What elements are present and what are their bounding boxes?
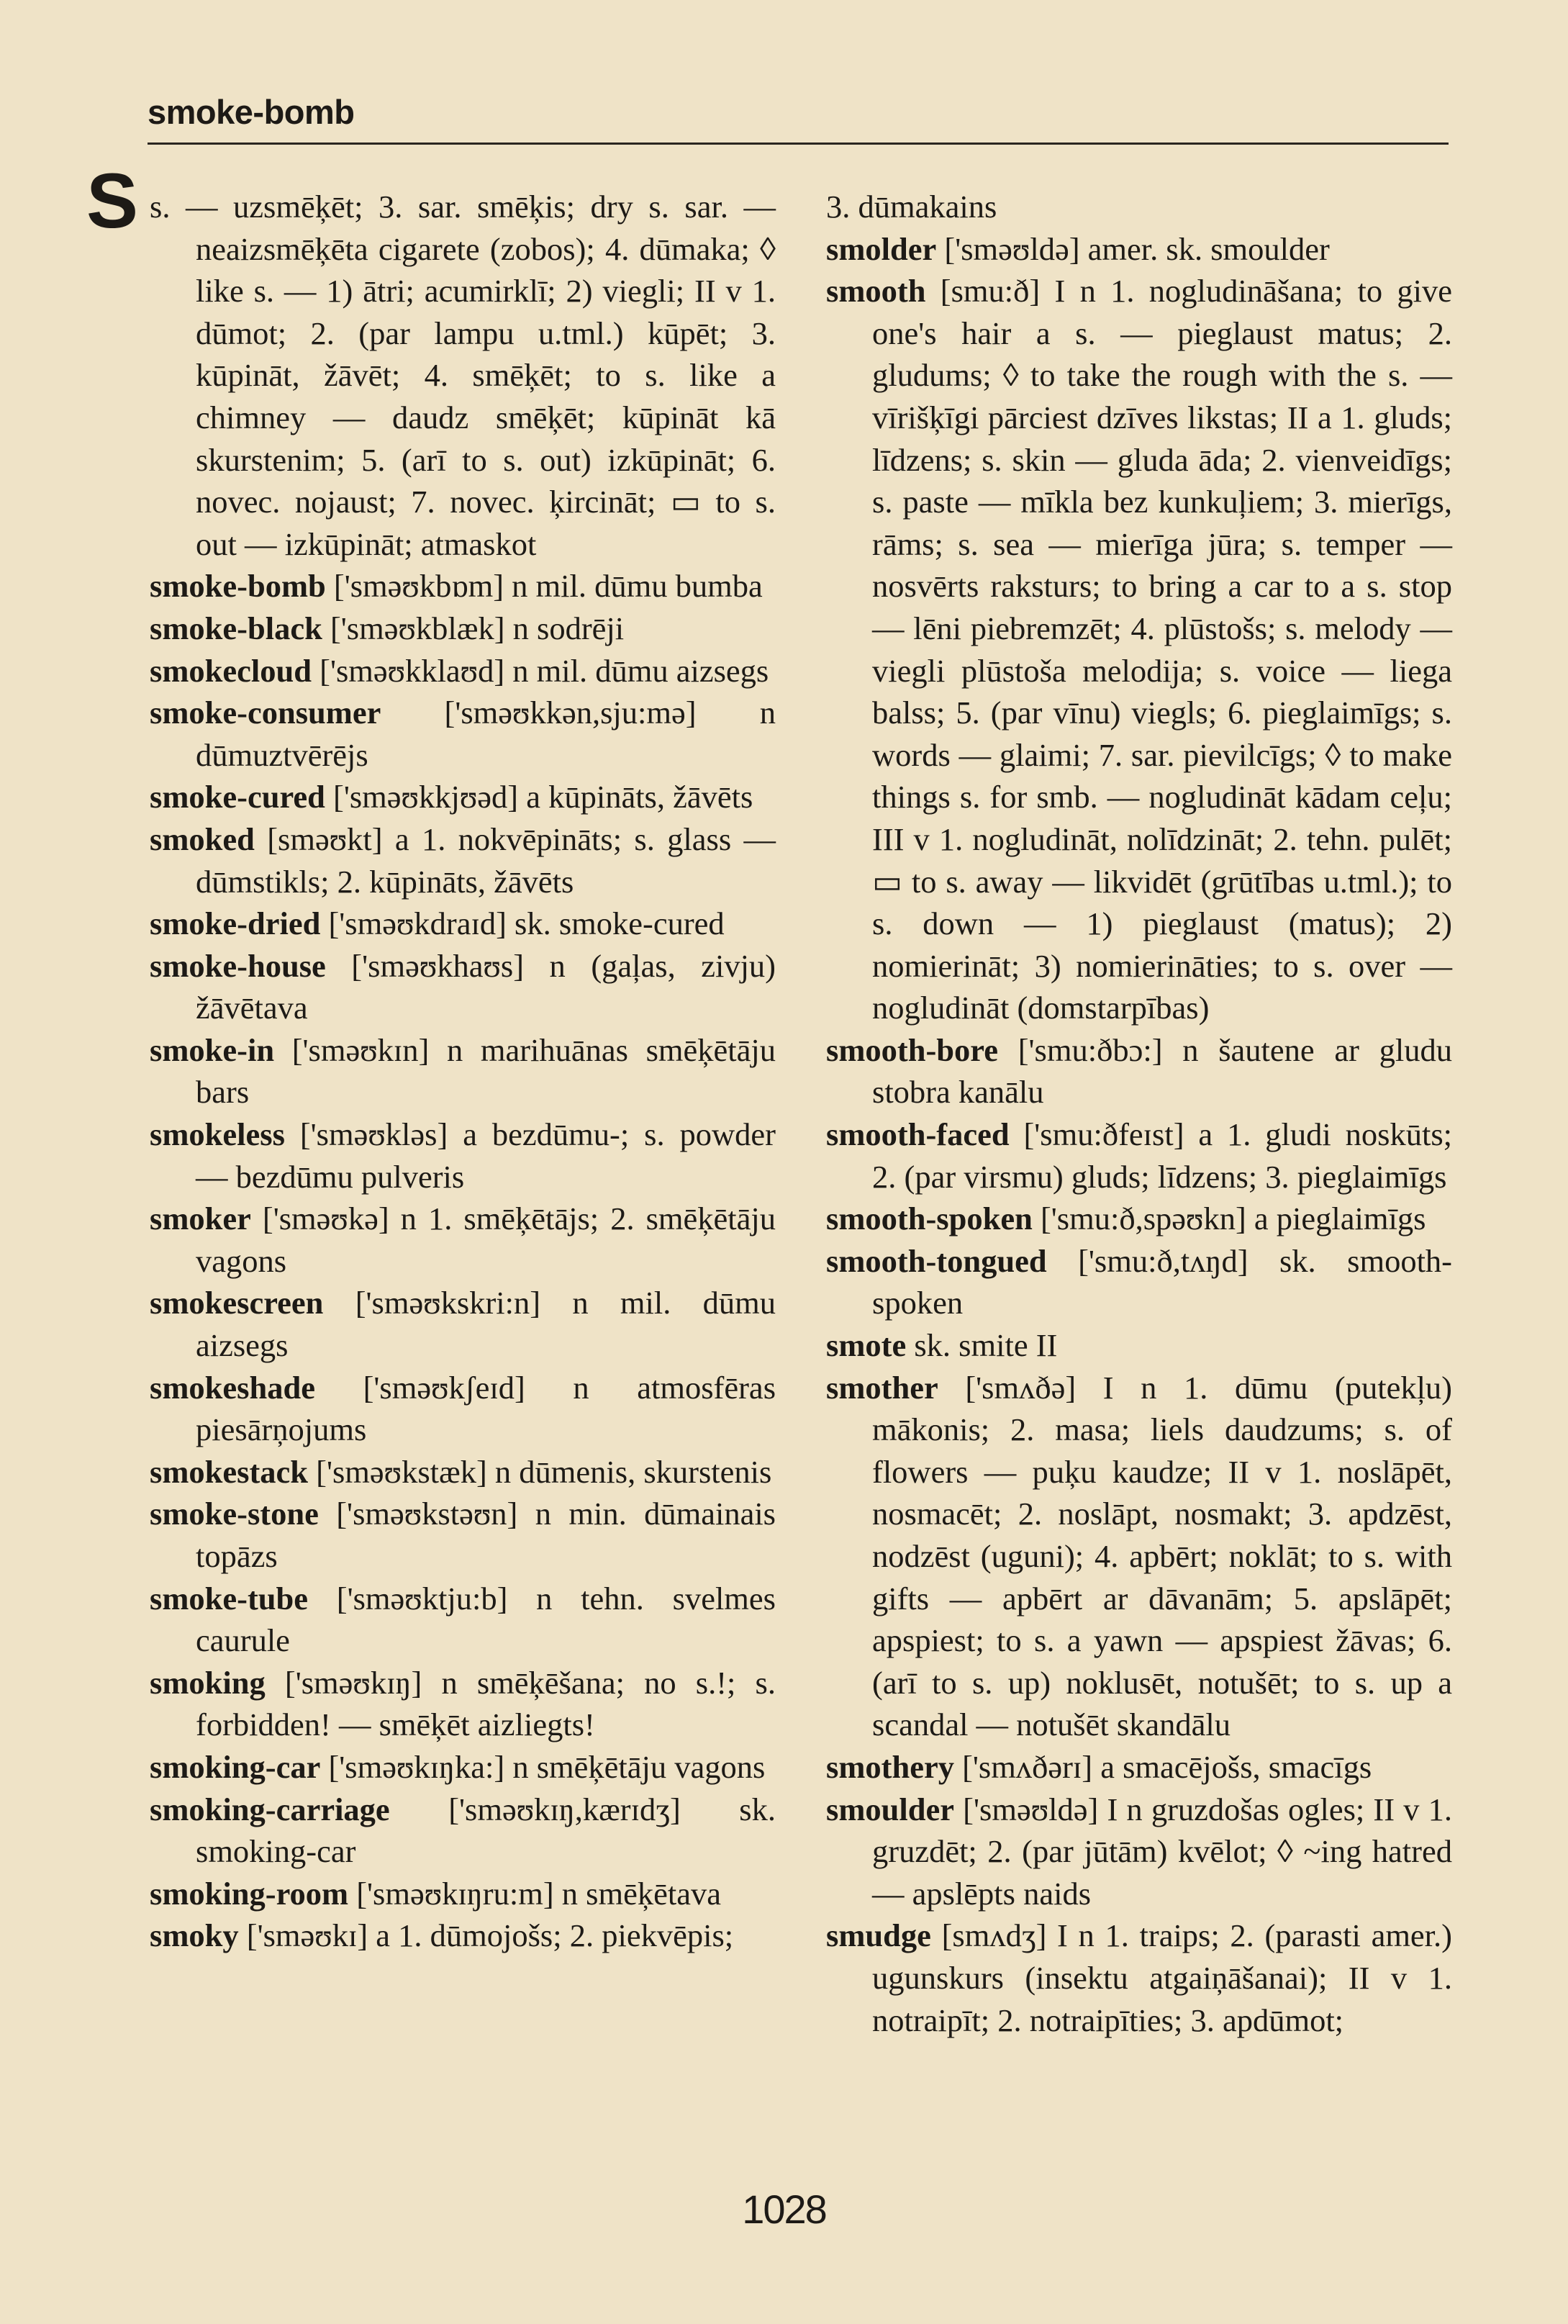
entry-definition: ['smʌðə] I n 1. dūmu (putekļu) mākonis; 2. masa; liels daudzums; s. of flowers — puķu kaudze; II v 1. noslāpēt, nosmacēt; 2. noslāpt, nosmakt; 3. apdzēst, nodzēst (uguni); 4. apbērt; noklāt; to s. with gifts — apbērt ar dāvanām; 5. apslāpēt; apspiest; to s. a yawn — apspiest žāvas; 6. (arī to s. up) noklusēt, notušēt; to s. up a scandal — notušēt skandālu <box>872 1369 1453 1743</box>
entry-headword: smoking-room <box>150 1875 349 1912</box>
entry-headword: smooth <box>826 273 926 309</box>
dictionary-entry <box>826 1746 1452 1789</box>
entry-headword: smokeless <box>150 1116 285 1153</box>
entry-headword: smoke-in <box>150 1031 275 1068</box>
entry-definition: ['sməʊkə] n 1. smēķētājs; 2. smēķētāju vagons <box>196 1201 776 1279</box>
entry-headword: smokestack <box>150 1453 309 1490</box>
entry-definition: [sməʊkt] a 1. nokvēpināts; s. glass — dūmstikls; 2. kūpināts, žāvēts <box>196 820 776 900</box>
dictionary-entry <box>150 186 776 565</box>
entry-headword: smoulder <box>826 1791 954 1827</box>
entry-definition: ['sməʊkstæk] n dūmenis, skurstenis <box>316 1453 772 1490</box>
entry-definition: [smʌdʒ] I n 1. traips; 2. (parasti amer.) ugunskurs (insektu atgaiņāšanai); II v 1. notraipīt; 2. notraipīties; 3. apdūmot; <box>872 1917 1452 2038</box>
entry-definition: ['sməʊkɪn] n marihuānas smēķētāju bars <box>196 1031 776 1111</box>
entry-definition: ['sməʊkbɒm] n mil. dūmu bumba <box>333 568 763 605</box>
entry-definition: ['sməʊldə] amer. sk. smoulder <box>944 230 1330 267</box>
dictionary-entry <box>150 1746 776 1789</box>
entry-definition: [smu:ð] I n 1. nogludināšana; to give one's hair a s. — pieglaust matus; 2. gludums; ◊ to take the rough with the s. — vīrišķīgi pārciest dzīves likstas; II a 1. gluds; līdzens; s. skin — gluda āda; 2. vienveidīgs; s. paste — mīkla bez kunkuļiem; 3. mierīgs, rāms; s. sea — mierīga jūra; s. temper — nosvērts raksturs; to bring a car to a s. stop — lēni piebremzēt; 4. plūstošs; s. melody — viegli plūstoša melodija; s. voice — liega balss; 5. (par vīnu) viegls; 6. pieglaimīgs; s. words — glaimi; 7. sar. pievilcīgs; ◊ to make things s. for smb. — nogludināt kādam ceļu; III v 1. nogludināt, nolīdzināt; 2. tehn. pulēt; ▭ to s. away — likvidēt (grūtības u.tml.); to s. down — 1) pieglaust (matus); 2) nomierināt; 3) nomierināties; to s. over — nogludināt (domstarpības) <box>872 273 1452 1026</box>
entry-headword: smokecloud <box>150 652 312 689</box>
entry-headword: smothery <box>826 1748 954 1785</box>
dictionary-entry <box>826 1029 1452 1113</box>
entry-definition: 3. dūmakains <box>826 189 997 225</box>
dictionary-entry <box>150 1662 776 1746</box>
dictionary-entry <box>826 1914 1452 2041</box>
entry-headword: smother <box>826 1369 938 1406</box>
dictionary-entry <box>150 1914 776 1957</box>
entry-headword: smooth-bore <box>826 1031 998 1068</box>
entry-headword: smoked <box>150 820 255 857</box>
entry-headword: smooth-spoken <box>826 1201 1033 1237</box>
dictionary-entry <box>150 818 776 903</box>
entry-definition: ['sməʊkɪŋka:] n smēķētāju vagons <box>328 1748 766 1785</box>
dictionary-entry <box>150 1873 776 1915</box>
dictionary-entry <box>150 1451 776 1493</box>
dictionary-entry <box>826 1324 1452 1367</box>
entry-definition: ['sməʊkɪ] a 1. dūmojošs; 2. piekvēpis; <box>246 1917 734 1954</box>
dictionary-entry <box>826 228 1452 271</box>
dictionary-entry <box>150 1493 776 1577</box>
entry-headword: smoke-stone <box>150 1496 319 1532</box>
entry-headword: smoke-cured <box>150 779 325 815</box>
entry-definition: ['sməʊkdraɪd] sk. smoke-cured <box>328 905 725 942</box>
entry-definition: ['sməʊkləs] a bezdūmu-; s. powder — bezdūmu pulveris <box>196 1116 776 1195</box>
section-letter-tab: S <box>86 157 139 244</box>
running-head: smoke-bomb <box>148 93 355 131</box>
header-rule <box>148 143 1449 145</box>
entry-definition: sk. smite II <box>914 1327 1058 1364</box>
entry-headword: smudge <box>826 1917 931 1954</box>
entry-definition: ['sməʊkɪŋ] n smēķēšana; no s.!; s. forbidden! — smēķēt aizliegts! <box>196 1664 776 1743</box>
dictionary-entry <box>150 1789 776 1873</box>
dictionary-entry <box>150 1578 776 1662</box>
dictionary-entry <box>826 1367 1452 1746</box>
entry-headword: smoking <box>150 1664 266 1701</box>
dictionary-entry <box>150 945 776 1029</box>
entry-definition: ['smʌðərɪ] a smacējošs, smacīgs <box>962 1748 1372 1785</box>
entry-headword: smokescreen <box>150 1285 324 1321</box>
entry-headword: smoking-carriage <box>150 1791 390 1827</box>
entry-definition: s. — uzsmēķēt; 3. sar. smēķis; dry s. sar. — neaizsmēķēta cigarete (zobos); 4. dūmaka; ◊ like s. — 1) ātri; acumirklī; 2) viegli; II v 1. dūmot; 2. (par lampu u.tml.) kūpēt; 3. kūpināt, žāvēt; 4. smēķēt; to s. like a chimney — daudz smēķēt; kūpināt kā skurstenim; 5. (arī to s. out) izkūpināt; 6. novec. nojaust; 7. novec. ķircināt; ▭ to s. out — izkūpināt; atmaskot <box>150 189 776 562</box>
dictionary-entry <box>826 1113 1452 1198</box>
page-number: 1028 <box>742 2187 826 2232</box>
entry-definition: ['sməʊkblæk] n sodrēji <box>330 610 625 646</box>
entry-headword: smooth-faced <box>826 1116 1010 1153</box>
dictionary-entry <box>150 903 776 945</box>
dictionary-entry <box>826 1198 1452 1240</box>
entry-definition: ['sməʊkʃeɪd] n atmosfēras piesārņojums <box>196 1369 776 1448</box>
entry-headword: smoke-consumer <box>150 695 381 731</box>
dictionary-entry <box>150 1198 776 1282</box>
entry-headword: smoke-bomb <box>150 568 326 605</box>
dictionary-entry <box>150 1282 776 1366</box>
entry-definition: ['sməʊkkən,sju:mə] n dūmuztvērējs <box>196 695 776 773</box>
dictionary-entry <box>826 1240 1452 1324</box>
entry-headword: smooth-tongued <box>826 1242 1047 1279</box>
dictionary-entry <box>826 270 1452 1029</box>
entry-definition: ['sməʊkɪŋ,kærɪdʒ] sk. smoking-car <box>196 1791 776 1870</box>
entry-definition: ['sməʊkskri:n] n mil. dūmu aizsegs <box>196 1285 776 1364</box>
entry-definition: ['sməʊkkjʊəd] a kūpināts, žāvēts <box>333 779 753 815</box>
entry-definition: ['smu:ðfeɪst] a 1. gludi noskūts; 2. (par virsmu) gluds; līdzens; 3. pieglaimīgs <box>872 1116 1452 1195</box>
entry-headword: smoke-tube <box>150 1580 309 1617</box>
entry-definition: ['sməʊkhaʊs] n (gaļas, zivju) žāvētava <box>196 947 776 1026</box>
entry-definition: ['sməʊkɪŋru:m] n smēķētava <box>356 1875 721 1912</box>
entry-headword: smoker <box>150 1201 251 1237</box>
dictionary-entry <box>150 776 776 818</box>
entry-definition: ['sməʊktju:b] n tehn. svelmes caurule <box>196 1580 776 1659</box>
entry-headword: smokeshade <box>150 1369 315 1406</box>
entry-headword: smoke-dried <box>150 905 321 942</box>
entry-definition: ['smu:ð,spəʊkn] a pieglaimīgs <box>1040 1201 1426 1237</box>
dictionary-entry <box>150 1029 776 1113</box>
dictionary-entry <box>826 186 1452 228</box>
dictionary-entry <box>150 607 776 650</box>
right-column <box>826 186 1452 2041</box>
left-column <box>150 186 776 1957</box>
dictionary-entry <box>150 650 776 692</box>
entry-definition: ['sməʊldə] I n gruzdošas ogles; II v 1. gruzdēt; 2. (par jūtām) kvēlot; ◊ ~ing hatred — apslēpts naids <box>872 1791 1453 1912</box>
entry-headword: smoke-black <box>150 610 322 646</box>
dictionary-entry <box>150 1367 776 1451</box>
entry-headword: smolder <box>826 230 937 267</box>
dictionary-entry <box>826 1789 1452 1915</box>
entry-definition: ['smu:ð,tʌŋd] sk. smooth-spoken <box>872 1242 1452 1321</box>
dictionary-entry <box>150 692 776 776</box>
entry-headword: smoky <box>150 1917 239 1954</box>
dictionary-entry <box>150 565 776 607</box>
entry-headword: smoking-car <box>150 1748 321 1785</box>
entry-definition: ['sməʊkstəʊn] n min. dūmainais topāzs <box>196 1496 776 1574</box>
dictionary-entry <box>150 1113 776 1198</box>
entry-headword: smote <box>826 1327 907 1364</box>
entry-definition: ['smu:ðbɔ:] n šautene ar gludu stobra kanālu <box>872 1031 1452 1111</box>
entry-definition: ['sməʊkklaʊd] n mil. dūmu aizsegs <box>320 652 769 689</box>
entry-headword: smoke-house <box>150 947 326 984</box>
